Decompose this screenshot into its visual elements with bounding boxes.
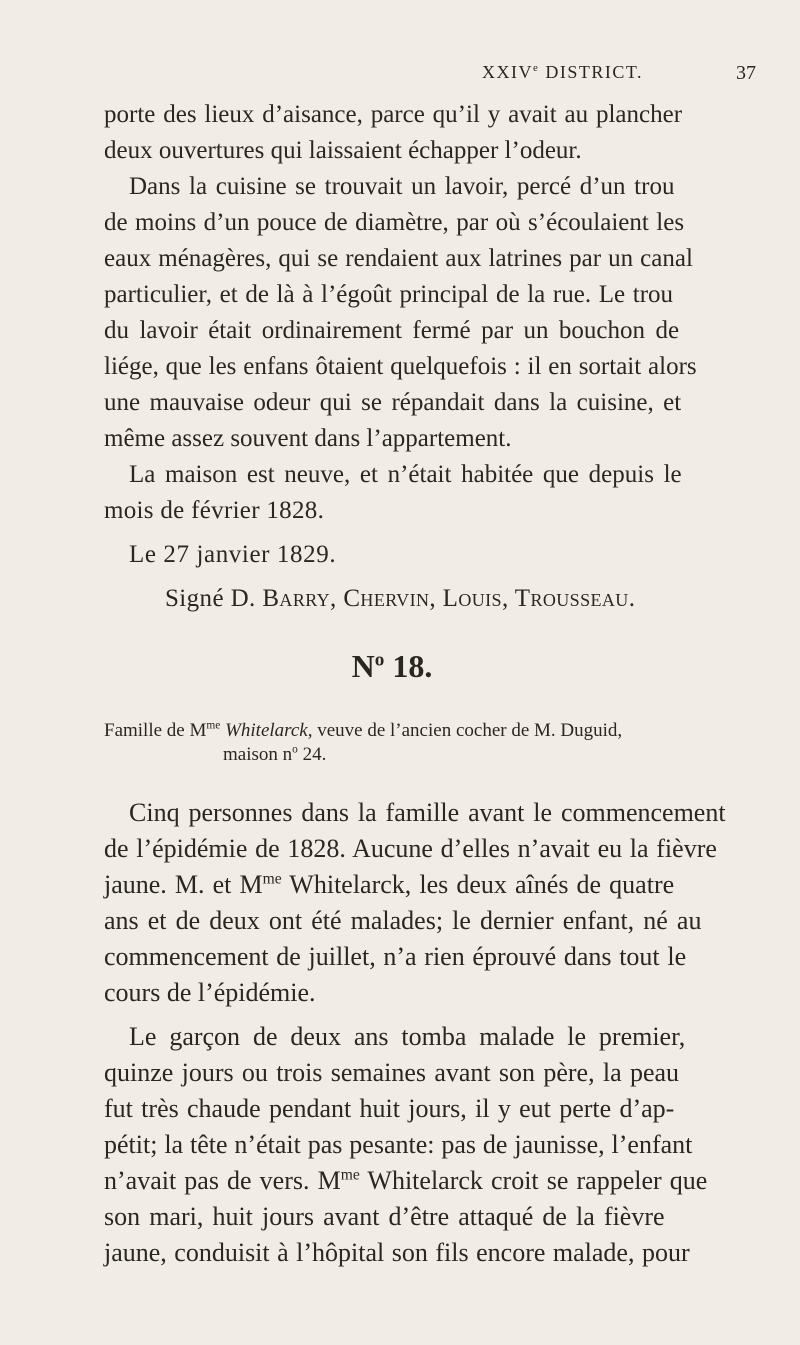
text-line: de moins d’un pouce de diamètre, par où s’écoulaient les: [104, 209, 685, 236]
text-segment: n’avait pas de vers. M: [104, 1166, 341, 1195]
text-sup: me: [262, 870, 282, 888]
text-line-with-sup: [104, 1166, 707, 1196]
text-line: particulier, et de là à l’égoût principal de la rue. Le trou: [104, 281, 674, 308]
page-number: 37: [736, 62, 756, 84]
caption-sup: o: [292, 743, 298, 756]
text-line: ans et de deux ont été malades; le dernier enfant, né au: [104, 906, 702, 935]
text-line: deux ouvertures qui laissaient échapper l’odeur.: [104, 137, 582, 164]
text-line: une mauvaise odeur qui se répandait dans la cuisine, et: [104, 389, 682, 416]
text-line: quinze jours ou trois semaines avant son père, la peau: [104, 1058, 680, 1087]
running-head: [0, 62, 800, 92]
text-line: pétit; la tête n’était pas pesante: pas de jaunisse, l’enfant: [104, 1130, 693, 1159]
text-sup: me: [340, 1166, 360, 1184]
text-line: Le garçon de deux ans tomba malade le premier,: [129, 1022, 686, 1051]
text-line: Cinq personnes dans la famille avant le commencement: [129, 798, 726, 827]
date-line: Le 27 janvier 1829.: [129, 541, 337, 568]
text-line: son mari, huit jours avant d’être attaqué de la fièvre: [104, 1202, 665, 1231]
caption-sup: me: [206, 719, 221, 732]
text-line: liége, que les enfans ôtaient quelquefois : il en sortait alors: [104, 353, 697, 380]
family-caption-line1: [104, 718, 622, 744]
signature-line: [165, 584, 635, 614]
text-line: fut très chaude pendant huit jours, il y eut perte d’ap-: [104, 1094, 675, 1123]
text-line: même assez souvent dans l’appartement.: [104, 425, 512, 452]
family-caption-line2: [223, 742, 326, 768]
section-number: [0, 648, 792, 684]
caption-text: maison n: [223, 744, 293, 765]
district-word: DISTRICT.: [539, 62, 644, 82]
district-ordinal: e: [533, 62, 540, 74]
signature-names: Barry, Chervin, Louis, Trousseau.: [262, 585, 636, 612]
text-line: porte des lieux d’aisance, parce qu’il y avait au plancher: [104, 101, 683, 128]
caption-text: veuve de l’ancien cocher de M. Duguid,: [312, 720, 623, 741]
text-line-with-sup: [104, 870, 674, 900]
text-segment: Whitelarck croit se rappeler que: [359, 1166, 708, 1195]
text-segment: Whitelarck, les deux aînés de quatre: [281, 870, 675, 899]
text-segment: jaune. M. et M: [104, 870, 263, 899]
text-line: La maison est neuve, et n’était habitée que depuis le: [129, 461, 682, 488]
district-number: XXIV: [482, 62, 533, 82]
text-line: Dans la cuisine se trouvait un lavoir, percé d’un trou: [129, 173, 675, 200]
text-line: mois de février 1828.: [104, 497, 325, 524]
text-line: jaune, conduisit à l’hôpital son fils encore malade, pour: [104, 1238, 690, 1267]
text-line: cours de l’épidémie.: [104, 978, 316, 1007]
text-line: du lavoir était ordinairement fermé par un bouchon de: [104, 317, 680, 344]
text-line: eaux ménagères, qui se rendaient aux latrines par un canal: [104, 245, 693, 272]
family-name: Whitelarck,: [220, 720, 313, 741]
number-sign-sup: o: [374, 649, 385, 671]
district-heading: [482, 62, 643, 83]
signature-prefix: Signé D.: [165, 585, 263, 612]
text-line: de l’épidémie de 1828. Aucune d’elles n’avait eu la fièvre: [104, 834, 717, 863]
number-sign: N: [351, 648, 375, 684]
number-value: 18.: [384, 648, 433, 684]
caption-text: Famille de M: [104, 720, 207, 741]
caption-text: 24.: [297, 744, 327, 765]
text-line: commencement de juillet, n’a rien éprouvé dans tout le: [104, 942, 687, 971]
